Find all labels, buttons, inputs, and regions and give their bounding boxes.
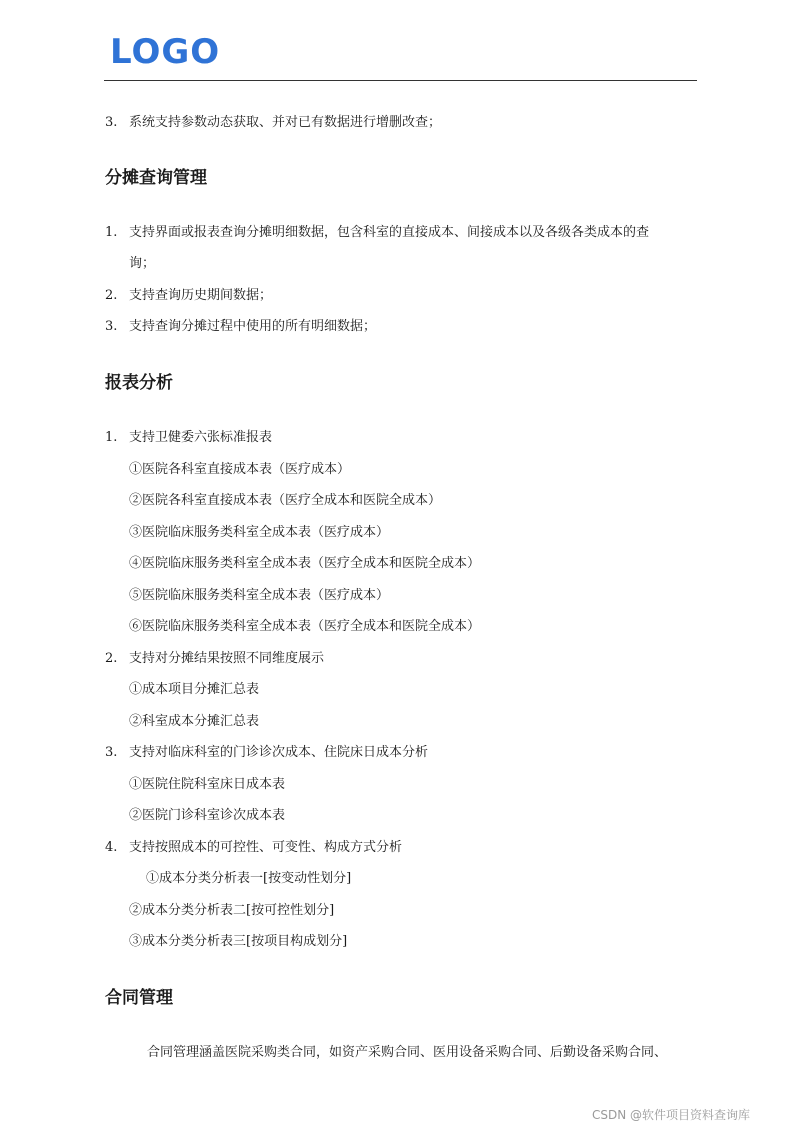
- list-item: [105, 224, 649, 242]
- list-text: 支持对临床科室的门诊诊次成本、住院床日成本分析: [129, 745, 429, 760]
- header-divider: [104, 80, 697, 81]
- sub-list-item: ⑤医院临床服务类科室全成本表（医疗成本）: [129, 588, 390, 603]
- list-number: 1.: [105, 225, 118, 240]
- sub-list-item: ①成本分类分析表一[按变动性划分]: [146, 871, 352, 886]
- list-text: 支持卫健委六张标准报表: [129, 430, 273, 445]
- logo: LOGO: [110, 32, 221, 72]
- watermark: CSDN @软件项目资料查询库: [592, 1108, 751, 1122]
- section-heading-report: 报表分析: [105, 373, 173, 393]
- list-text: 支持查询分摊过程中使用的所有明细数据；: [129, 319, 377, 334]
- sub-list-item: ②医院门诊科室诊次成本表: [129, 808, 286, 823]
- paragraph: 合同管理涵盖医院采购类合同，如资产采购合同、医用设备采购合同、后勤设备采购合同、: [147, 1045, 668, 1060]
- sub-list-item: ①医院住院科室床日成本表: [129, 777, 286, 792]
- list-number: 4.: [105, 840, 118, 855]
- sub-list-item: ③成本分类分析表三[按项目构成划分]: [129, 934, 348, 949]
- list-number: 3.: [105, 115, 118, 130]
- list-text: 系统支持参数动态获取、并对已有数据进行增删改查；: [129, 115, 442, 130]
- list-number: 3.: [105, 319, 118, 334]
- list-number: 3.: [105, 745, 118, 760]
- list-number: 2.: [105, 288, 118, 303]
- sub-list-item: ⑥医院临床服务类科室全成本表（医疗全成本和医院全成本）: [129, 619, 481, 634]
- sub-list-item: ①医院各科室直接成本表（医疗成本）: [129, 462, 351, 477]
- list-item-continuation: 询；: [129, 256, 156, 271]
- sub-list-item: ①成本项目分摊汇总表: [129, 682, 260, 697]
- list-item: [105, 318, 376, 336]
- section-heading-contract: 合同管理: [105, 988, 173, 1008]
- list-text: 支持查询历史期间数据；: [129, 288, 273, 303]
- list-item: [105, 429, 272, 447]
- sub-list-item: ②成本分类分析表二[按可控性划分]: [129, 903, 335, 918]
- list-number: 1.: [105, 430, 118, 445]
- list-text: 支持按照成本的可控性、可变性、构成方式分析: [129, 840, 403, 855]
- list-item: [105, 839, 402, 857]
- list-item: [105, 744, 428, 762]
- sub-list-item: ②医院各科室直接成本表（医疗全成本和医院全成本）: [129, 493, 442, 508]
- list-text: 支持界面或报表查询分摊明细数据，包含科室的直接成本、间接成本以及各级各类成本的查: [129, 225, 650, 240]
- sub-list-item: ④医院临床服务类科室全成本表（医疗全成本和医院全成本）: [129, 556, 481, 571]
- section-heading-query: 分摊查询管理: [105, 168, 207, 188]
- list-text: 支持对分摊结果按照不同维度展示: [129, 651, 325, 666]
- sub-list-item: ②科室成本分摊汇总表: [129, 714, 260, 729]
- list-item: [105, 287, 272, 305]
- list-number: 2.: [105, 651, 118, 666]
- list-item: [105, 114, 441, 132]
- list-item: [105, 650, 324, 668]
- sub-list-item: ③医院临床服务类科室全成本表（医疗成本）: [129, 525, 390, 540]
